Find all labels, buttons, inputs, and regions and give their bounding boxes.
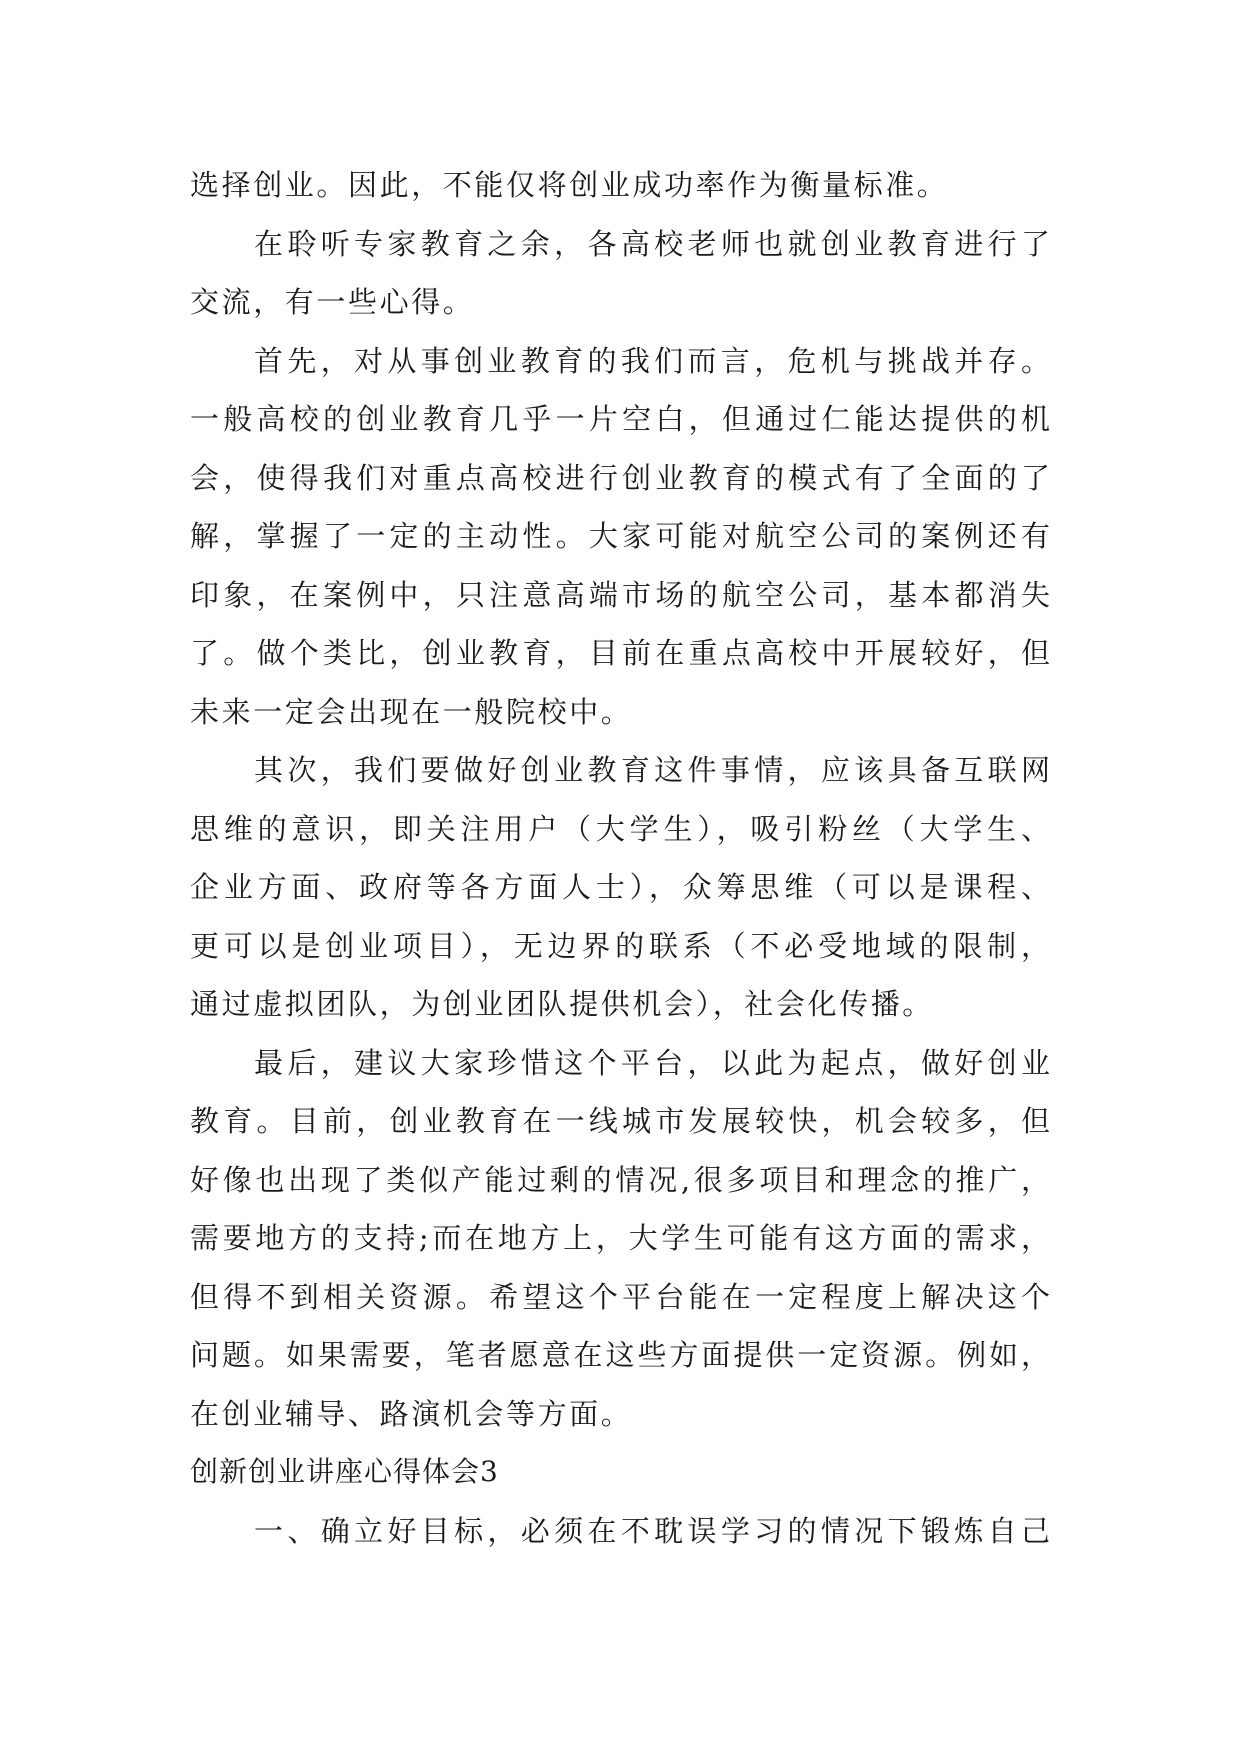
text-line: 一般高校的创业教育几乎一片空白，但通过仁能达提供的机 (190, 402, 1050, 436)
text-line: 交流，有一些心得。 (190, 285, 475, 319)
text-line: 未来一定会出现在一般院校中。 (190, 694, 633, 729)
text-line: 好像也出现了类似产能过剩的情况,很多项目和理念的推广， (190, 1162, 1050, 1197)
paragraph-first-line: 首先，对从事创业教育的我们而言，危机与挑战并存。 (254, 343, 1050, 378)
text-line: 思维的意识，即关注用户（大学生），吸引粉丝（大学生、 (190, 811, 1050, 846)
section-heading: 创新创业讲座心得体会3 (190, 1455, 499, 1488)
text-line: 企业方面、政府等各方面人士），众筹思维（可以是课程、 (190, 870, 1050, 904)
text-line: 问题。如果需要，笔者愿意在这些方面提供一定资源。例如， (190, 1338, 1050, 1372)
text-line: 了。做个类比，创业教育，目前在重点高校中开展较好，但 (190, 636, 1050, 670)
paragraph-first-line: 在聆听专家教育之余，各高校老师也就创业教育进行了 (254, 226, 1050, 261)
text-line: 通过虚拟团队，为创业团队提供机会），社会化传播。 (190, 987, 934, 1021)
text-line: 需要地方的支持;而在地方上，大学生可能有这方面的需求， (190, 1221, 1050, 1255)
text-line: 选择创业。因此，不能仅将创业成功率作为衡量标准。 (190, 168, 949, 202)
text-line: 更可以是创业项目），无边界的联系（不必受地域的限制， (190, 928, 1050, 963)
text-line: 教育。目前，创业教育在一线城市发展较快，机会较多，但 (190, 1104, 1050, 1138)
text-line: 在创业辅导、路演机会等方面。 (190, 1396, 633, 1431)
paragraph-first-line: 其次，我们要做好创业教育这件事情，应该具备互联网 (254, 753, 1050, 787)
document-body (190, 156, 1050, 1560)
paragraph-first-line: 一、确立好目标，必须在不耽误学习的情况下锻炼自己 (254, 1513, 1050, 1548)
text-line: 印象，在案例中，只注意高端市场的航空公司，基本都消失 (190, 577, 1050, 612)
text-line: 但得不到相关资源。希望这个平台能在一定程度上解决这个 (190, 1279, 1050, 1314)
text-line: 会，使得我们对重点高校进行创业教育的模式有了全面的了 (190, 460, 1050, 495)
text-line: 解，掌握了一定的主动性。大家可能对航空公司的案例还有 (190, 519, 1050, 553)
paragraph-first-line: 最后，建议大家珍惜这个平台，以此为起点，做好创业 (254, 1045, 1050, 1080)
